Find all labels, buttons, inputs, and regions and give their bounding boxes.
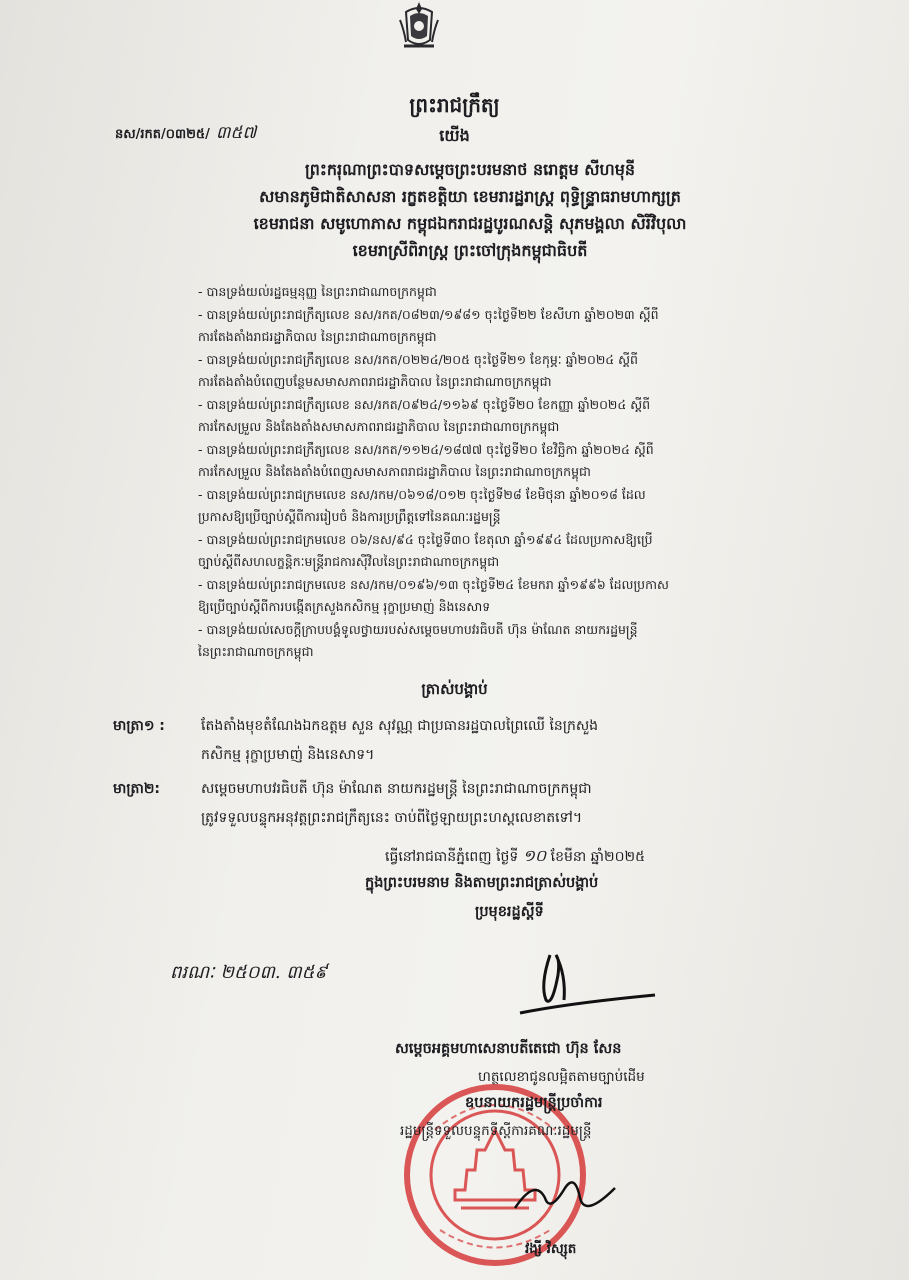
article-line: ត្រូវទទួលបន្ទុកអនុវត្តព្រះរាជក្រឹត្យនេះ ចាប់ពីថ្ងៃឡាយព្រះហស្តលេខាតទៅ។: [201, 810, 583, 826]
visa-line: ការកែសម្រួល និងតែងតាំងបំពេញសមាសភាពរាជរដ្ឋាភិបាល នៃព្រះរាជាណាចក្រកម្ពុជា: [198, 464, 591, 479]
reference-prefix: នស/រកត/០៣២៥/: [115, 127, 210, 142]
month-year: ខែមីនា ឆ្នាំ២០២៥: [550, 849, 645, 865]
handwritten-day: ១០: [522, 846, 547, 865]
we-heading: យើង: [439, 126, 470, 145]
place-and-date: [385, 845, 645, 869]
visa-line: ការតែងតាំងបំពេញបន្ថែមសមាសភាពរាជរដ្ឋាភិបាល នៃព្រះរាជាណាចក្រកម្ពុជា: [198, 374, 552, 389]
king-title-line: ព្រះករុណាព្រះបាទសម្តេចព្រះបរមនាថ នរោត្តម សីហមុនី: [304, 160, 636, 179]
king-title-line: សមានភូមិជាតិសាសនា រក្ខតខត្តិយា ខេមរារដ្ឋរាស្ត្រ ពុទ្ធិន្ទ្រាធរាមហាក្សត្រ: [259, 187, 681, 206]
visa-line: - បានទ្រង់យល់ព្រះរាជក្រឹត្យលេខ នស/រកត/០៩២៤/១១៦៩ ចុះថ្ងៃទី២០ ខែកញ្ញា ឆ្នាំ២០២៤ ស្ដីពី: [198, 396, 651, 412]
registration-number: ពរណៈ ២៥០៣. ៣៥៩: [170, 962, 328, 983]
visa-line: - បានទ្រង់យល់ព្រះរាជក្រមលេខ ០៦/នស/៩៤ ចុះថ្ងៃទី៣០ ខែតុលា ឆ្នាំ១៩៩៤ ដែលប្រកាសឱ្យប្រើ: [198, 531, 653, 547]
visa-line: - បានទ្រង់យល់ព្រះរាជក្រឹត្យលេខ នស/រកត/០៨២៣/១៩៨១ ចុះថ្ងៃទី២២ ខែសីហា ឆ្នាំ២០២៣ ស្ដីពី: [198, 306, 659, 322]
visa-line: - បានទ្រង់យល់ព្រះរាជក្រមលេខ នស/រកម/០១៩៦/១៣ ចុះថ្ងៃទី២៤ ខែមករា ឆ្នាំ១៩៩៦ ដែលប្រកាស: [198, 576, 669, 592]
decree-title: ព្រះរាជក្រឹត្យ: [409, 93, 500, 117]
royal-coat-of-arms-icon: [398, 0, 440, 52]
article-label: មាត្រា២:: [113, 781, 161, 797]
place-prefix: ធ្វើនៅរាជធានីភ្នំពេញ ថ្ងៃទី: [385, 849, 519, 865]
article-line: តែងតាំងមុខតំណែងឯកឧត្តម សួន សុវណ្ណ ជាប្រធានរដ្ឋបាលព្រៃឈើ នៃក្រសួង: [201, 718, 599, 734]
signatory-name: សម្ដេចអគ្គមហាសេនាបតីតេជោ ហ៊ុន សែន: [395, 1041, 622, 1057]
visa-line: - បានទ្រង់យល់ព្រះរាជក្រឹត្យលេខ នស/រកត/១១២៤/១៨៧៧ ចុះថ្ងៃទី២០ ខែវិច្ឆិកា ឆ្នាំ២០២៤ ស្ដីពី: [198, 441, 654, 457]
second-signature-icon: [505, 1168, 625, 1228]
article-line: កសិកម្ម រុក្ខាប្រមាញ់ និងនេសាទ។: [201, 747, 375, 763]
king-title-block: [130, 156, 810, 264]
reference-handwritten-number: ៣៥៧: [215, 123, 257, 143]
visa-line: - បានទ្រង់យល់សេចក្ដីក្រាបបង្គំទូលថ្វាយរបស់សម្ដេចមហាបវរធិបតី ហ៊ុន ម៉ាណែត នាយករដ្ឋមន្ត្រី: [198, 621, 638, 637]
visa-line: នៃព្រះរាជាណាចក្រកម្ពុជា: [198, 644, 314, 659]
signatory-bottom-name: វង្សី វិស្សុត: [525, 1241, 577, 1257]
visa-line: - បានទ្រង់យល់ព្រះរាជក្រមលេខ នស/រកម/០៦១៨/០១២ ចុះថ្ងៃទី២៨ ខែមិថុនា ឆ្នាំ២០១៨ ដែល: [198, 486, 646, 502]
decides-heading: ត្រាស់បង្គាប់: [421, 680, 488, 698]
signature-icon: [510, 945, 660, 1025]
acting-head-of-state: ប្រមុខរដ្ឋស្ដីទី: [475, 904, 544, 920]
signatory-line-3: រដ្ឋមន្ត្រីទទួលបន្ទុកទីស្ដីការគណៈរដ្ឋមន្ត្រី: [400, 1123, 592, 1139]
king-title-line: ខេមរាស្រីពិរាស្ត្រ ព្រះចៅក្រុងកម្ពុជាធិបតី: [352, 241, 588, 260]
visa-line: ការតែងតាំងរាជរដ្ឋាភិបាល នៃព្រះរាជាណាចក្រកម្ពុជា: [198, 329, 437, 344]
article-label: មាត្រា១ :: [113, 718, 165, 734]
visa-line: - បានទ្រង់យល់ព្រះរាជក្រឹត្យលេខ នស/រកត/០២២៤/២០៥ ចុះថ្ងៃទី២១ ខែកុម្ភៈ ឆ្នាំ២០២៤ ស្ដីពី: [198, 351, 638, 367]
visa-line: ការកែសម្រួល និងតែងតាំងសមាសភាពរាជរដ្ឋាភិបាល នៃព្រះរាជាណាចក្រកម្ពុជា: [198, 419, 560, 434]
visa-line: ប្រកាសឱ្យប្រើច្បាប់ស្ដីពីការរៀបចំ និងការប្រព្រឹត្តទៅនៃគណៈរដ្ឋមន្ត្រី: [198, 509, 501, 524]
visa-line: ច្បាប់ស្ដីពីសហលក្ខន្តិកៈមន្ត្រីរាជការស៊ីវិលនៃព្រះរាជាណាចក្រកម្ពុជា: [198, 554, 500, 569]
visa-list: [198, 281, 898, 664]
visa-line: - បានទ្រង់យល់រដ្ឋធម្មនុញ្ញ នៃព្រះរាជាណាចក្រកម្ពុជា: [198, 284, 437, 299]
signatory-line-2: ឧបនាយករដ្ឋមន្ត្រីប្រចាំការ: [465, 1095, 603, 1111]
signatory-line-1: ហត្ថលេខាជូនលម្អិតតាមច្បាប់ដើម: [478, 1069, 645, 1085]
royal-order-line: ក្នុងព្រះបរមនាម និងតាមព្រះរាជត្រាស់បង្គាប់: [365, 875, 599, 891]
article-line: សម្ដេចមហាបវរធិបតី ហ៊ុន ម៉ាណែត នាយករដ្ឋមន្ត្រី នៃព្រះរាជាណាចក្រកម្ពុជា: [201, 781, 592, 797]
visa-line: ឱ្យប្រើច្បាប់ស្ដីពីការបង្កើតក្រសួងកសិកម្ម រុក្ខាប្រមាញ់ និងនេសាទ: [198, 599, 491, 614]
king-title-line: ខេមរាជនា សមូហោភាស កម្ពុជឯករាជរដ្ឋបូរណសន្តិ សុភមង្គលា សិរីវិបុលា: [253, 214, 687, 233]
